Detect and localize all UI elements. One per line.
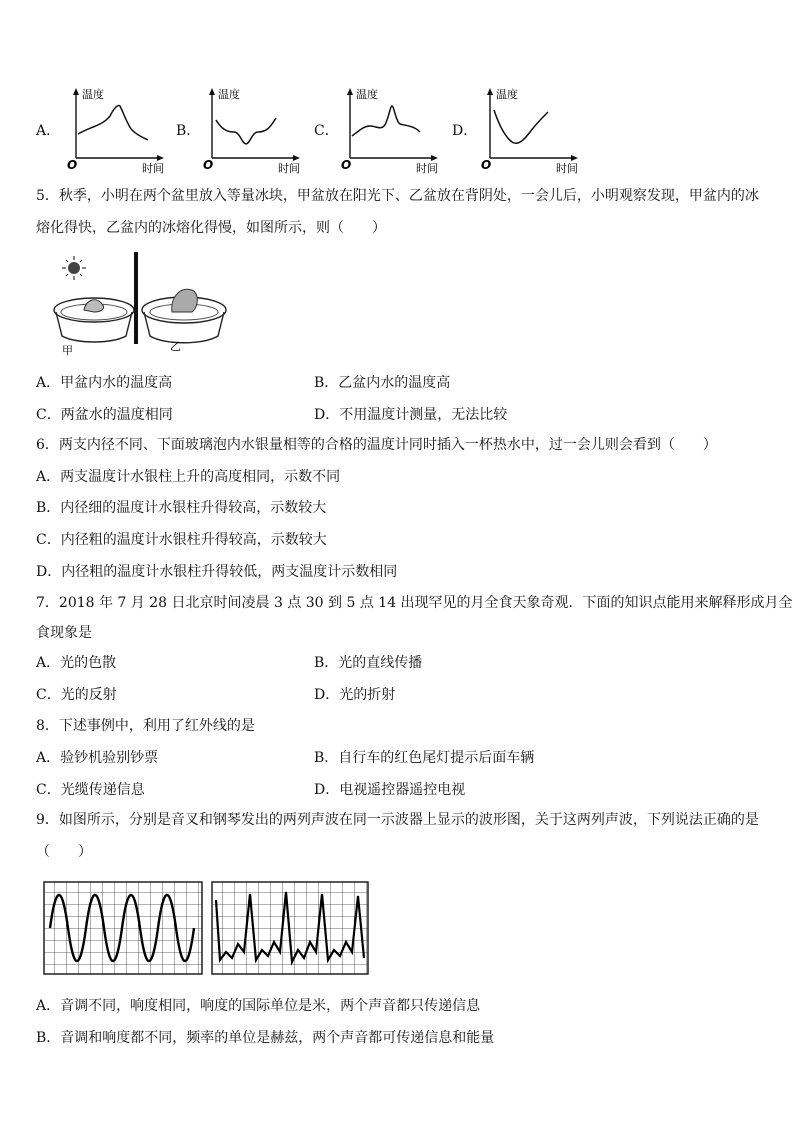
- q7-stem-line1: 7．2018 年 7 月 28 日北京时间凌晨 3 点 30 到 5 点 14 出现罕见的月全食天象奇观．下面的知识点能用来解释形成月全: [36, 595, 793, 611]
- q5-option-b: B．乙盆内水的温度高: [314, 375, 451, 391]
- graph-b-xaxis: 时间: [278, 162, 300, 175]
- q8-option-a: A．验钞机验别钞票: [36, 750, 159, 766]
- graph-d-xaxis: 时间: [556, 162, 578, 175]
- basin-b-label: 乙: [170, 340, 181, 353]
- graph-a-yaxis: 温度: [82, 88, 104, 101]
- graph-c-xaxis: 时间: [416, 162, 438, 175]
- graph-b-origin: O: [203, 158, 214, 172]
- q9-oscilloscope-figure: [42, 880, 372, 980]
- basin-a-label: 甲: [62, 344, 73, 357]
- q7-stem-line2: 食现象是: [36, 625, 92, 641]
- q5-option-a: A．甲盆内水的温度高: [36, 375, 173, 391]
- q6-option-d: D．内径粗的温度计水银柱升得较低，两支温度计示数相同: [36, 564, 398, 580]
- waveform-piano: [212, 882, 368, 974]
- q5-option-c: C．两盆水的温度相同: [36, 407, 173, 423]
- q8-stem: 8．下述事例中，利用了红外线的是: [36, 718, 255, 734]
- graph-d-origin: O: [481, 158, 492, 172]
- q7-option-b: B．光的直线传播: [314, 655, 423, 671]
- q8-option-d: D．电视遥控器遥控电视: [314, 782, 466, 798]
- q6-option-a: A．两支温度计水银柱上升的高度相同，示数不同: [36, 469, 341, 485]
- q8-option-b: B．自行车的红色尾灯提示后面车辆: [314, 750, 535, 766]
- q6-stem: 6．两支内径不同、下面玻璃泡内水银量相等的合格的温度计同时插入一杯热水中，过一会儿则会看到（ ）: [36, 437, 717, 453]
- graph-a-xaxis: 时间: [142, 162, 164, 175]
- q6-option-b: B．内径细的温度计水银柱升得较高，示数较大: [36, 500, 327, 516]
- graph-c-yaxis: 温度: [356, 88, 378, 101]
- graph-a: [62, 86, 172, 176]
- q6-option-c: C．内径粗的温度计水银柱升得较高，示数较大: [36, 532, 327, 548]
- q9-stem-line2: （ ）: [36, 844, 92, 860]
- q5-option-d: D．不用温度计测量，无法比较: [314, 407, 508, 423]
- q7-option-a: A．光的色散: [36, 655, 117, 671]
- graph-b-yaxis: 温度: [218, 88, 240, 101]
- graph-a-label: A．: [36, 123, 61, 139]
- graph-d: [476, 86, 586, 176]
- graph-b-label: B．: [176, 123, 201, 139]
- waveform-tuning-fork: [44, 882, 202, 974]
- q5-stem-line1: 5．秋季，小明在两个盆里放入等量冰块，甲盆放在阳光下、乙盆放在背阴处，一会儿后，小明观察发现，甲盆内的冰: [36, 188, 759, 204]
- q5-stem-line2: 熔化得快，乙盆内的冰熔化得慢，如图所示，则（ ）: [36, 220, 386, 236]
- graph-a-origin: O: [67, 158, 78, 172]
- basin-b: [142, 289, 226, 343]
- graph-d-label: D．: [452, 123, 478, 139]
- q9-stem-line1: 9．如图所示，分别是音叉和钢琴发出的两列声波在同一示波器上显示的波形图，关于这两列声波，下列说法正确的是: [36, 812, 759, 828]
- graph-c-origin: O: [341, 158, 352, 172]
- graph-c-label: C．: [314, 123, 339, 139]
- graph-b: [198, 86, 308, 176]
- basin-a: [54, 298, 134, 342]
- graph-d-yaxis: 温度: [496, 88, 518, 101]
- q5-figure: [36, 248, 256, 360]
- q9-option-a: A．音调不同，响度相同，响度的国际单位是米，两个声音都只传递信息: [36, 998, 481, 1014]
- q7-option-c: C．光的反射: [36, 687, 117, 703]
- sun-icon: [62, 256, 86, 280]
- q7-option-d: D．光的折射: [314, 687, 396, 703]
- q8-option-c: C．光缆传递信息: [36, 782, 145, 798]
- graph-c: [336, 86, 446, 176]
- q9-option-b: B．音调和响度都不同，频率的单位是赫兹，两个声音都可传递信息和能量: [36, 1030, 495, 1046]
